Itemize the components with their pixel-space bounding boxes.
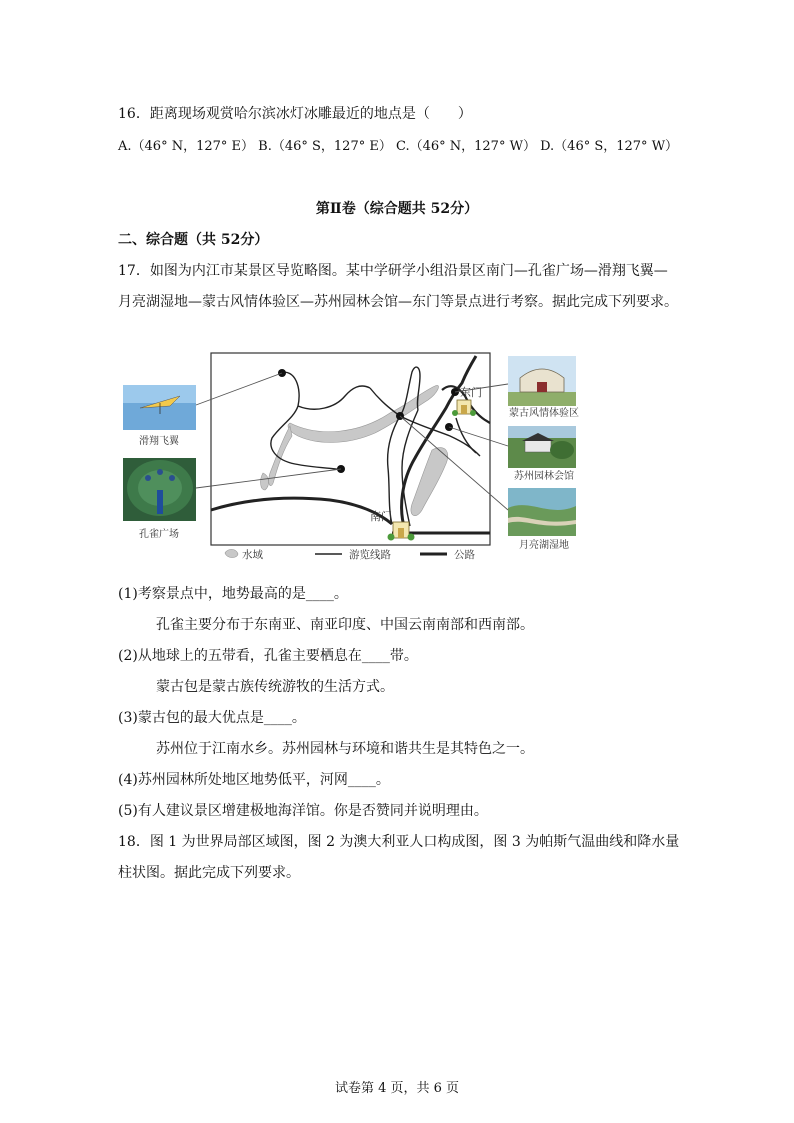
section-heading: 二、综合题（共 52分） (118, 232, 269, 248)
label-mongolia: 蒙古风情体验区 (509, 408, 579, 419)
label-garden: 苏州园林会馆 (514, 471, 574, 482)
legend-road: 公路 (454, 549, 475, 561)
q17-info3: 苏州位于江南水乡。苏州园林与环境和谐共生是其特色之一。 (156, 741, 534, 757)
map-svg (120, 348, 590, 568)
photo-mongolia (508, 356, 576, 406)
photo-glider (123, 385, 196, 430)
map-legend (225, 548, 475, 561)
label-glider: 滑翔飞翼 (139, 436, 179, 447)
q17-sub3: (3)蒙古包的最大优点是____。 (118, 710, 306, 726)
q16-options: A.（46° N，127° E） B.（46° S，127° E） C.（46° N，127° W） D.（46° S，127° W） (118, 139, 679, 154)
photo-peacock (123, 458, 196, 521)
legend-route: 游览线路 (349, 549, 391, 561)
q17-sub5: (5)有人建议景区增建极地海洋馆。你是否赞同并说明理由。 (118, 803, 488, 819)
legend-water-swatch (225, 549, 238, 557)
photo-garden (508, 426, 576, 468)
section-title: 第Ⅱ卷（综合题共 52分） (315, 201, 479, 217)
q17-info2: 蒙古包是蒙古族传统游牧的生活方式。 (156, 679, 394, 695)
label-peacock: 孔雀广场 (139, 529, 179, 540)
south-gate-label: 南门 (370, 510, 392, 523)
q16-stem: 16．距离现场观赏哈尔滨冰灯冰雕最近的地点是（ ） (118, 106, 472, 122)
map-frame (211, 353, 490, 545)
page-footer: 试卷第 4 页，共 6 页 (334, 1081, 460, 1096)
scenic-area-map (120, 348, 590, 568)
legend-water: 水域 (242, 549, 263, 561)
q17-stem-line1: 17．如图为内江市某景区导览略图。某中学研学小组沿景区南门—孔雀广场—滑翔飞翼— (118, 263, 668, 279)
q18-line1: 18．图 1 为世界局部区域图，图 2 为澳大利亚人口构成图，图 3 为帕斯气温曲线和降水量 (118, 834, 680, 850)
q17-sub2: (2)从地球上的五带看，孔雀主要栖息在____带。 (118, 648, 418, 664)
label-wetland: 月亮湖湿地 (519, 540, 569, 551)
q17-sub1: (1)考察景点中，地势最高的是____。 (118, 586, 348, 602)
q17-info1: 孔雀主要分布于东南亚、南亚印度、中国云南南部和西南部。 (156, 617, 534, 633)
q18-line2: 柱状图。据此完成下列要求。 (118, 865, 300, 881)
photo-wetland (508, 488, 576, 536)
q17-sub4: (4)苏州园林所处地区地势低平，河网____。 (118, 772, 390, 788)
q17-stem-line2: 月亮湖湿地—蒙古风情体验区—苏州园林会馆—东门等景点进行考察。据此完成下列要求。 (118, 294, 678, 310)
east-gate-label: 东门 (460, 386, 482, 399)
